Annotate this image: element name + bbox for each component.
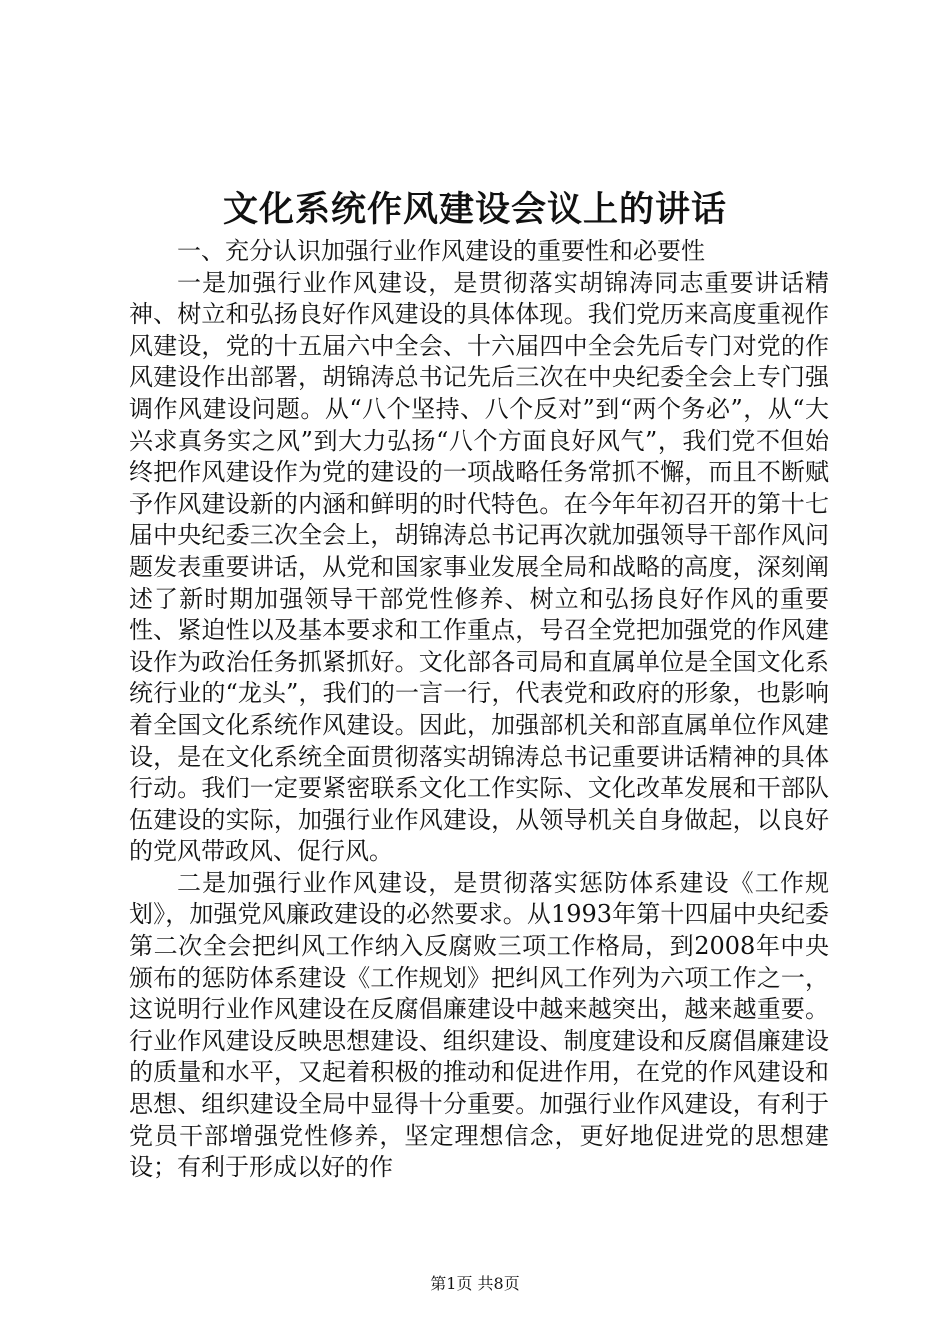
paragraph: 一是加强行业作风建设，是贯彻落实胡锦涛同志重要讲话精神、树立和弘扬良好作风建设的具体体现。我们党历来高度重视作风建设，党的十五届六中全会、十六届四中全会先后专门对党的作风建设作出部署，胡锦涛总书记先后三次在中央纪委全会上专门强调作风建设问题。从“八个坚持、八个反对”到“两个务必”，从“大兴求真务实之风”到大力弘扬“八个方面良好风气”，我们党不但始终把作风建设作为党的建设的一项战略任务常抓不懈，而且不断赋予作风建设新的内涵和鲜明的时代特色。在今年年初召开的第十七届中央纪委三次全会上，胡锦涛总书记再次就加强领导干部作风问题发表重要讲话，从党和国家事业发展全局和战略的高度，深刻阐述了新时期加强领导干部党性修养、树立和弘扬良好作风的重要性、紧迫性以及基本要求和工作重点，号召全党把加强党的作风建设作为政治任务抓紧抓好。文化部各司局和直属单位是全国文化系统行业的“龙头”，我们的一言一行，代表党和政府的形象，也影响着全国文化系统作风建设。因此，加强部机关和部直属单位作风建设，是在文化系统全面贯彻落实胡锦涛总书记重要讲话精神的具体行动。我们一定要紧密联系文化工作实际、文化改革发展和干部队伍建设的实际，加强行业作风建设，从领导机关自身做起，以良好的党风带政风、促行风。 (129, 268, 829, 866)
page-footer: 第1页 共8页 (430, 1274, 520, 1293)
paragraph: 二是加强行业作风建设，是贯彻落实惩防体系建设《工作规划》，加强党风廉政建设的必然要求。从1993年第十四届中央纪委第二次全会把纠风工作纳入反腐败三项工作格局，到2008年中央颁布的惩防体系建设《工作规划》把纠风工作列为六项工作之一，这说明行业作风建设在反腐倡廉建设中越来越突出，越来越重要。行业作风建设反映思想建设、组织建设、制度建设和反腐倡廉建设的质量和水平，又起着积极的推动和促进作用，在党的作风建设和思想、组织建设全局中显得十分重要。加强行业作风建设，有利于党员干部增强党性修养，坚定理想信念，更好地促进党的思想建设；有利于形成以好的作 (129, 868, 829, 1182)
document-body (129, 236, 829, 1184)
document-title: 文化系统作风建设会议上的讲话 (222, 189, 727, 230)
section-heading: 一、充分认识加强行业作风建设的重要性和必要性 (177, 237, 705, 265)
